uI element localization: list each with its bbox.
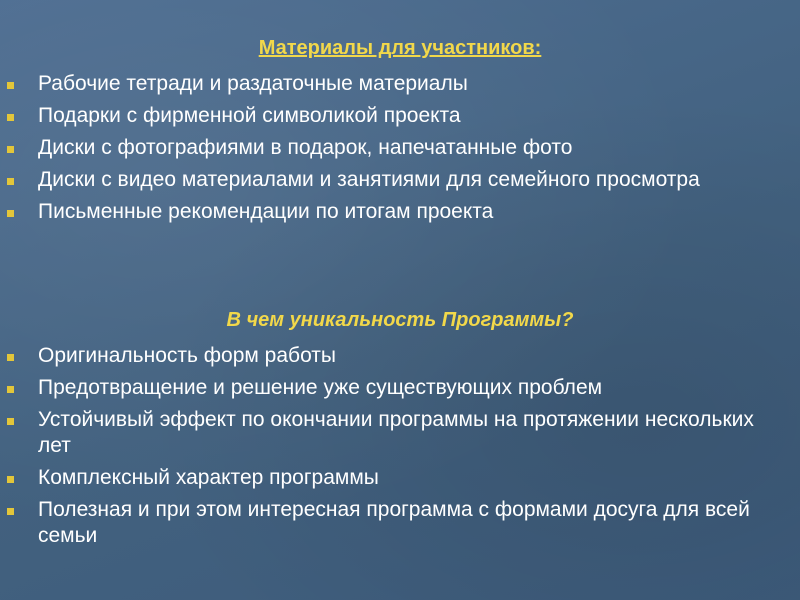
list-item-text: Полезная и при этом интересная программа с формами досуга для всей семьи [38,498,750,547]
list-item [0,103,800,129]
list-item-text: Оригинальность форм работы [38,344,336,367]
list-item-text: Письменные рекомендации по итогам проекта [38,200,494,223]
list-item [0,167,800,193]
square-bullet-icon [7,386,14,393]
list-item [0,71,800,97]
square-bullet-icon [7,508,14,515]
list-item [0,135,800,161]
square-bullet-icon [7,476,14,483]
square-bullet-icon [7,114,14,121]
square-bullet-icon [7,210,14,217]
materials-list [0,71,800,225]
list-item-text: Предотвращение и решение уже существующих проблем [38,376,603,399]
square-bullet-icon [7,82,14,89]
uniqueness-list [0,343,800,549]
list-item [0,465,800,491]
section-title-uniqueness: В чем уникальность Программы? [226,309,574,331]
square-bullet-icon [7,146,14,153]
list-item [0,407,800,459]
list-item-text: Диски с видео материалами и занятиями для семейного просмотра [38,168,700,191]
list-item-text: Диски с фотографиями в подарок, напечатанные фото [38,136,573,159]
list-item-text: Устойчивый эффект по окончании программы на протяжении нескольких лет [38,408,754,457]
section-title-materials: Материалы для участников: [258,37,542,59]
list-item [0,199,800,225]
square-bullet-icon [7,354,14,361]
list-item-text: Рабочие тетради и раздаточные материалы [38,72,468,95]
list-item [0,343,800,369]
square-bullet-icon [7,418,14,425]
list-item-text: Комплексный характер программы [38,466,379,489]
list-item [0,497,800,549]
square-bullet-icon [7,178,14,185]
list-item [0,375,800,401]
list-item-text: Подарки с фирменной символикой проекта [38,104,461,127]
